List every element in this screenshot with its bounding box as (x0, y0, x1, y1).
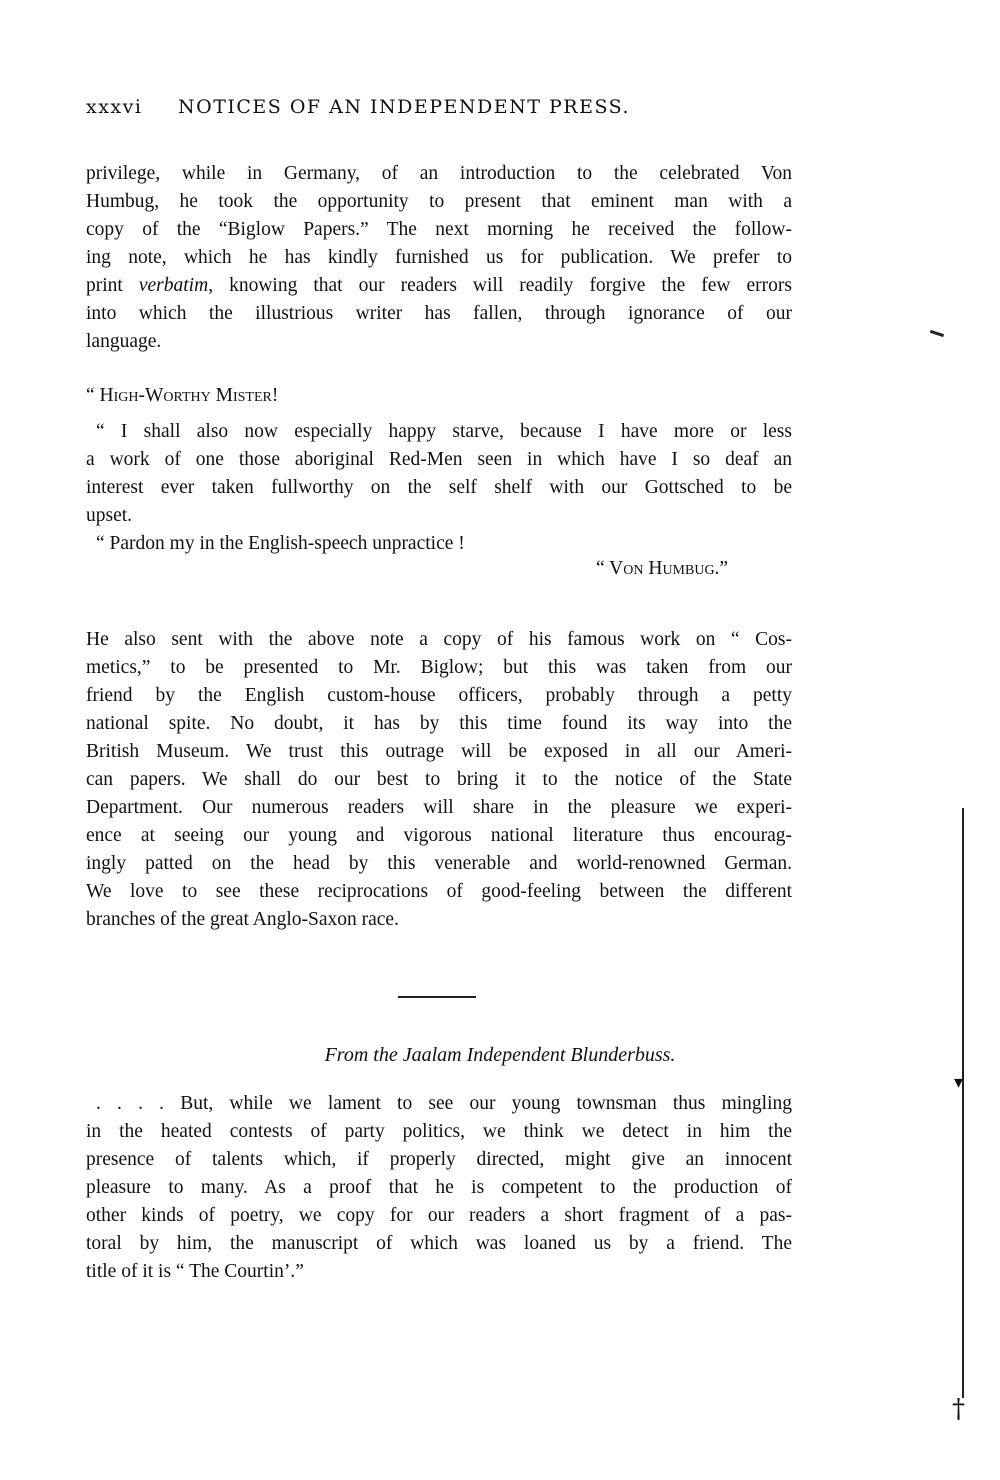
text-line: . . . . But, while we lament to see our young townsman thus mingling (96, 1093, 792, 1114)
text-line: into which the illustrious writer has fallen, through ignorance of our (86, 303, 792, 324)
text-line: national spite. No doubt, it has by this time found its way into the (86, 713, 792, 734)
text-line: toral by him, the manuscript of which was loaned us by a friend. The (86, 1233, 792, 1254)
text-line: can papers. We shall do our best to bring it to the notice of the State (86, 769, 792, 790)
text-line: Department. Our numerous readers will share in the pleasure we experi- (86, 797, 792, 818)
text-line: in the heated contests of party politics, we think we detect in him the (86, 1121, 792, 1142)
text-line: pleasure to many. As a proof that he is competent to the production of (86, 1177, 792, 1198)
section-title: From the Jaalam Independent Blunderbuss. (324, 1044, 676, 1066)
margin-mark (930, 330, 944, 337)
text-line: title of it is “ The Courtin’.” (86, 1261, 304, 1282)
text-line: copy of the “Biglow Papers.” The next morning he received the follow- (86, 219, 792, 240)
running-header (86, 96, 806, 118)
text-line: We love to see these reciprocations of good-feeling between the different (86, 881, 792, 902)
text-line: language. (86, 331, 162, 352)
text-line: British Museum. We trust this outrage will be exposed in all our Ameri- (86, 741, 792, 762)
text-line: ing note, which he has kindly furnished us for publication. We prefer to (86, 247, 792, 268)
running-title: NOTICES OF AN INDEPENDENT PRESS. (178, 96, 631, 118)
letter-line: “ I shall also now especially happy starve, because I have more or less (96, 421, 792, 442)
text-line: friend by the English custom-house officers, probably through a petty (86, 685, 792, 706)
text-line: other kinds of poetry, we copy for our readers a short fragment of a pas- (86, 1205, 792, 1226)
margin-vertical-line (962, 808, 964, 1398)
section-divider (398, 996, 476, 998)
italic-word: verbatim (138, 275, 209, 296)
page-number: xxxvi (86, 96, 143, 118)
text-line: ingly patted on the head by this venerable and world-renowned German. (86, 853, 792, 874)
letter-line: a work of one those aboriginal Red-Men seen in which have I so deaf an (86, 449, 792, 470)
text-line: branches of the great Anglo-Saxon race. (86, 909, 399, 930)
letter-postscript: “ Pardon my in the English-speech unpractice ! (96, 533, 465, 554)
text-line: ence at seeing our young and vigorous national literature thus encourag- (86, 825, 792, 846)
text-line: presence of talents which, if properly directed, might give an innocent (86, 1149, 792, 1170)
text-line (86, 272, 792, 300)
text-line: privilege, while in Germany, of an introduction to the celebrated Von (86, 163, 792, 184)
text-line: He also sent with the above note a copy of his famous work on “ Cos- (86, 629, 792, 650)
text-run: print (86, 275, 139, 296)
text-line: metics,” to be presented to Mr. Biglow; but this was taken from our (86, 657, 792, 678)
letter-salutation: “ High-Worthy Mister! (86, 385, 279, 406)
margin-dagger-icon: † (952, 1394, 965, 1424)
letter-signature: “ Von Humbug.” (596, 558, 729, 579)
text-line: Humbug, he took the opportunity to present that eminent man with a (86, 191, 792, 212)
text-run: , knowing that our readers will readily forgive the few errors (208, 275, 792, 296)
letter-line: interest ever taken fullworthy on the self shelf with our Gottsched to be (86, 477, 792, 498)
margin-tick-icon: ▾ (954, 1072, 964, 1093)
letter-line: upset. (86, 505, 133, 526)
